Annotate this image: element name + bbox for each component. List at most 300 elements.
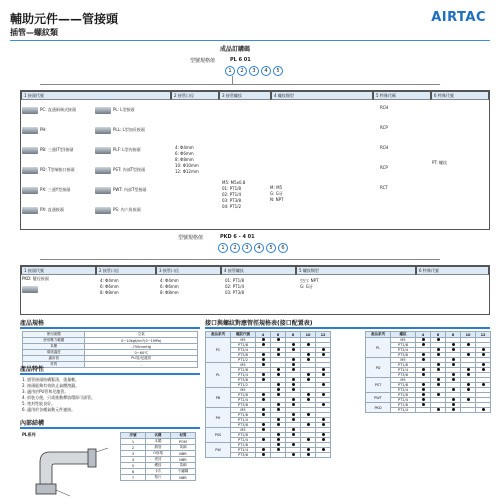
spec-bar xyxy=(20,327,200,329)
thread-cell: PT1/4 xyxy=(231,398,256,403)
available-dot-icon xyxy=(262,373,265,376)
list-item: 10: Φ10mm xyxy=(175,163,199,168)
matrix-header: 產品系列 xyxy=(366,332,391,338)
series-cell: PST xyxy=(366,378,391,393)
compat-cell xyxy=(286,453,301,458)
thread-cell: PT1/4 xyxy=(391,398,416,403)
matrix-header: 10 xyxy=(301,332,316,338)
fitting-image-icon xyxy=(22,107,38,114)
order-code-label: 型號規格值 xyxy=(190,58,216,64)
fitting-image-icon xyxy=(95,207,111,214)
available-dot-icon xyxy=(292,358,295,361)
available-dot-icon xyxy=(292,388,295,391)
available-dot-icon xyxy=(262,448,265,451)
list-item: M5: M5x0.8 xyxy=(222,180,246,185)
available-dot-icon xyxy=(307,393,310,396)
available-dot-icon xyxy=(292,348,295,351)
available-dot-icon xyxy=(467,398,470,401)
fitting-label: PD: T型端接口接頭 xyxy=(40,167,75,172)
spec-cell: 0~10kgf/cm²(0~1MPa) xyxy=(85,338,198,344)
available-dot-icon xyxy=(322,348,325,351)
available-dot-icon xyxy=(322,433,325,436)
parts-cell: NBR xyxy=(171,451,196,457)
tube-size-list-3 xyxy=(160,278,210,296)
order-circle: 6 xyxy=(278,243,288,253)
fittings-list-1 xyxy=(22,100,172,220)
available-dot-icon xyxy=(292,453,295,456)
available-dot-icon xyxy=(422,338,425,341)
thread-cell: PT1/4 xyxy=(391,408,416,413)
available-dot-icon xyxy=(292,368,295,371)
fitting-label: PWT: 內部T型接頭 xyxy=(113,187,147,192)
available-dot-icon xyxy=(262,393,265,396)
thread-cell: M5 xyxy=(231,338,256,343)
parts-grid xyxy=(120,432,196,481)
column-header: 5 特殊代碼 xyxy=(373,91,431,100)
fitting-image-icon xyxy=(22,286,38,293)
list-item: 04: PT1/2 xyxy=(222,204,242,209)
available-dot-icon xyxy=(277,403,280,406)
available-dot-icon xyxy=(277,373,280,376)
matrix-bar xyxy=(205,327,490,329)
available-dot-icon xyxy=(292,428,295,431)
compat-cell xyxy=(416,408,431,413)
thread-list-1 xyxy=(222,180,257,210)
fitting-image-icon xyxy=(95,187,111,194)
available-dot-icon xyxy=(452,403,455,406)
available-dot-icon xyxy=(482,368,485,371)
available-dot-icon xyxy=(437,368,440,371)
order-code-2: PKD 6 - 4 01 xyxy=(220,234,255,240)
thread-cell: PT1/8 xyxy=(231,433,256,438)
spec-cell: 環境溫度 xyxy=(23,350,85,356)
parts-cell: 5 xyxy=(121,463,146,469)
matrix-header: 8 xyxy=(446,332,461,338)
compat-cell xyxy=(476,408,491,413)
matrix-left xyxy=(205,331,331,458)
matrix-header: 螺紋代號 xyxy=(231,332,256,338)
available-dot-icon xyxy=(322,438,325,441)
compat-cell xyxy=(461,408,476,413)
list-item: 4: Φ4mm xyxy=(175,145,194,150)
special-code: RCP xyxy=(380,165,388,170)
available-dot-icon xyxy=(422,368,425,371)
parts-cell: O形環 xyxy=(146,451,171,457)
matrix-header: 6 xyxy=(431,332,446,338)
column-header: 1 接頭代號 xyxy=(21,91,171,100)
parts-cell: 黃銅 xyxy=(171,463,196,469)
list-item: 8: Φ8mm xyxy=(175,157,194,162)
spec-title: 產品規格 xyxy=(20,320,45,327)
series-label: PL系列 xyxy=(22,432,36,437)
elbow-fitting-drawing xyxy=(30,442,110,497)
thread-cell: PT3/8 xyxy=(231,353,256,358)
available-dot-icon xyxy=(422,398,425,401)
spec-cell: 使用流體 xyxy=(23,332,85,338)
special-code: RCT xyxy=(380,185,388,190)
features-list xyxy=(22,377,200,413)
order-circle: 3 xyxy=(242,243,252,253)
available-dot-icon xyxy=(437,378,440,381)
parts-cell: NBR xyxy=(171,475,196,481)
thread-cell: PT1/8 xyxy=(391,383,416,388)
column-header: 6 特殊代號 xyxy=(431,91,489,100)
available-dot-icon xyxy=(292,433,295,436)
available-dot-icon xyxy=(277,423,280,426)
order-circle: 1 xyxy=(225,66,235,76)
available-dot-icon xyxy=(322,403,325,406)
available-dot-icon xyxy=(452,363,455,366)
fitting-row xyxy=(22,200,172,220)
available-dot-icon xyxy=(437,363,440,366)
list-item: 6: Φ6mm xyxy=(175,151,194,156)
available-dot-icon xyxy=(307,413,310,416)
page-title: 輔助元件——管接頭 xyxy=(10,12,119,26)
series-cell: PC xyxy=(206,338,231,363)
thread-cell: M5 xyxy=(231,388,256,393)
thread-cell: M5 xyxy=(391,378,416,383)
tube-size-list-2 xyxy=(100,278,150,296)
list-item: N: NPT xyxy=(270,197,284,202)
compat-cell xyxy=(301,453,316,458)
thread-cell: M5 xyxy=(391,358,416,363)
available-dot-icon xyxy=(322,373,325,376)
parts-header: 序號 xyxy=(121,433,146,439)
thread-type-list-2 xyxy=(300,278,400,290)
fitting-label: PC: 直通兩端式接頭 xyxy=(40,107,76,112)
parts-cell: 本體 xyxy=(146,439,171,445)
spec-table xyxy=(22,331,198,368)
fitting-label: PS: 內六角接頭 xyxy=(113,207,141,212)
list-item: 03: PT3/8 xyxy=(222,198,242,203)
fitting-image-icon xyxy=(22,147,38,154)
available-dot-icon xyxy=(262,408,265,411)
available-dot-icon xyxy=(437,383,440,386)
series-cell: PL xyxy=(206,363,231,388)
series-cell: PWT xyxy=(366,393,391,403)
fitting-image-icon xyxy=(22,207,38,214)
compat-cell xyxy=(271,453,286,458)
feature-item: 4. 拆裝方便，只需推動釋放環即可拔管。 xyxy=(22,395,96,400)
available-dot-icon xyxy=(437,408,440,411)
parts-cell: 螺紋 xyxy=(146,463,171,469)
parts-cell: 墊片 xyxy=(146,475,171,481)
parts-cell: 不鏽鋼 xyxy=(171,469,196,475)
available-dot-icon xyxy=(262,338,265,341)
parts-header: 名稱 xyxy=(146,433,171,439)
available-dot-icon xyxy=(292,383,295,386)
feature-item: 2. 接頭能夠有效防止氣體洩漏。 xyxy=(22,383,80,388)
available-dot-icon xyxy=(307,373,310,376)
special-code: RCH xyxy=(380,145,389,150)
fitting-label: PX: 直通接頭 xyxy=(40,207,64,212)
thread-cell: PT1/8 xyxy=(231,393,256,398)
available-dot-icon xyxy=(307,378,310,381)
available-dot-icon xyxy=(422,373,425,376)
connector-stub xyxy=(232,76,233,84)
matrix-header: 產品系列 xyxy=(206,332,231,338)
thread-cell: PT3/8 xyxy=(391,373,416,378)
available-dot-icon xyxy=(452,378,455,381)
compat-grid xyxy=(205,331,331,458)
feature-item: 6. 適用於各種氣動元件連接。 xyxy=(22,407,76,412)
column-header: 3 接管螺紋 xyxy=(219,91,271,100)
brand-logo: AIRTAC xyxy=(431,10,486,25)
series-cell: PH xyxy=(206,408,231,428)
feature-item: 1. 插管接頭結構緊湊，重量輕。 xyxy=(22,377,80,382)
thread-cell: PT1/4 xyxy=(231,438,256,443)
heading-rule xyxy=(215,52,305,53)
spec-cell: PU管/尼龍管 xyxy=(85,356,198,362)
thread-cell: PT1/8 xyxy=(231,413,256,418)
available-dot-icon xyxy=(277,433,280,436)
fitting-image-icon xyxy=(95,147,111,154)
parts-cell: 密封 xyxy=(146,457,171,463)
available-dot-icon xyxy=(277,348,280,351)
column-header: 4 接管螺紋 xyxy=(221,266,296,275)
available-dot-icon xyxy=(467,368,470,371)
feature-item: 5. 密封性能良好。 xyxy=(22,401,56,406)
available-dot-icon xyxy=(467,343,470,346)
available-dot-icon xyxy=(452,348,455,351)
series-cell: PSS xyxy=(206,428,231,443)
spec-cell: 空氣 xyxy=(85,332,198,338)
list-item: 8: Φ8mm xyxy=(100,290,119,295)
thread-cell: M5 xyxy=(231,408,256,413)
fitting-row xyxy=(22,180,172,200)
fitting-label: PX: 三通Y型接頭 xyxy=(40,187,71,192)
fitting-image-icon xyxy=(22,187,38,194)
special-code-list-1 xyxy=(380,105,400,205)
order-code: PL 6 01 xyxy=(230,57,251,63)
special-code: RCP xyxy=(380,125,388,130)
matrix-header: 4 xyxy=(416,332,431,338)
series-cell: PD xyxy=(366,358,391,378)
column-header: 3 接管口徑 xyxy=(156,266,221,275)
thread-cell: PT3/8 xyxy=(231,423,256,428)
parts-cell: 卡爪 xyxy=(146,469,171,475)
available-dot-icon xyxy=(307,423,310,426)
series-cell: PW xyxy=(206,443,231,458)
thread-list-2 xyxy=(225,278,275,296)
available-dot-icon xyxy=(262,413,265,416)
available-dot-icon xyxy=(292,378,295,381)
list-item: 4: Φ4mm xyxy=(160,278,179,283)
parts-cell: 鎖管 xyxy=(146,445,171,451)
parts-cell: 1 xyxy=(121,439,146,445)
matrix-right xyxy=(365,331,491,413)
order-circle: 5 xyxy=(266,243,276,253)
thread-cell: PT3/8 xyxy=(231,378,256,383)
column-header: 2 接管口徑 xyxy=(171,91,219,100)
thread-cell: PT3/8 xyxy=(231,403,256,408)
order-circle: 4 xyxy=(254,243,264,253)
parts-cell: 4 xyxy=(121,457,146,463)
available-dot-icon xyxy=(292,443,295,446)
list-item: G: G牙 xyxy=(270,191,283,196)
parts-cell: 2 xyxy=(121,445,146,451)
thread-cell: PT1/4 xyxy=(391,388,416,393)
thread-cell: PT1/4 xyxy=(231,448,256,453)
list-item: 4: Φ4mm xyxy=(100,278,119,283)
available-dot-icon xyxy=(262,453,265,456)
matrix-header: 螺紋 xyxy=(391,332,416,338)
thread-cell: PT1/8 xyxy=(231,343,256,348)
series-cell: PB xyxy=(206,388,231,408)
features-bar xyxy=(20,373,200,375)
tube-size-list-1 xyxy=(175,145,215,175)
order-circles-2 xyxy=(218,243,290,253)
compat-cell xyxy=(431,408,446,413)
available-dot-icon xyxy=(322,368,325,371)
fitting-row xyxy=(22,120,172,140)
thread-cell: M5 xyxy=(391,338,416,343)
available-dot-icon xyxy=(307,448,310,451)
order-circle: 2 xyxy=(237,66,247,76)
available-dot-icon xyxy=(322,448,325,451)
fitting-label: PLF: L型內接頭 xyxy=(113,147,141,152)
available-dot-icon xyxy=(292,398,295,401)
available-dot-icon xyxy=(422,358,425,361)
available-dot-icon xyxy=(277,443,280,446)
available-dot-icon xyxy=(467,373,470,376)
connector-line-2 xyxy=(40,259,440,260)
parts-header: 材質 xyxy=(171,433,196,439)
thread-cell: PT3/8 xyxy=(391,353,416,358)
list-item: 02: PT1/4 xyxy=(222,192,242,197)
available-dot-icon xyxy=(292,418,295,421)
list-item: 8: Φ8mm xyxy=(160,290,179,295)
matrix-header: 12 xyxy=(476,332,491,338)
compat-cell xyxy=(316,453,331,458)
available-dot-icon xyxy=(262,428,265,431)
available-dot-icon xyxy=(322,393,325,396)
series-cell: PL xyxy=(366,338,391,358)
available-dot-icon xyxy=(422,353,425,356)
available-dot-icon xyxy=(262,398,265,401)
order-circle: 3 xyxy=(249,66,259,76)
available-dot-icon xyxy=(482,348,485,351)
fitting-image-icon xyxy=(22,127,38,134)
available-dot-icon xyxy=(262,378,265,381)
thread-cell: M5 xyxy=(231,428,256,433)
compat-grid xyxy=(365,331,491,413)
fitting-image-icon xyxy=(95,167,111,174)
available-dot-icon xyxy=(437,353,440,356)
order-circle: 1 xyxy=(218,243,228,253)
fitting-label: PST: 內部T型接頭 xyxy=(113,167,146,172)
thread-cell: PT1/8 xyxy=(391,403,416,408)
available-dot-icon xyxy=(482,383,485,386)
series-cell: PKD xyxy=(366,403,391,413)
available-dot-icon xyxy=(452,398,455,401)
header-rule xyxy=(10,40,490,41)
thread-cell: PT1/8 xyxy=(391,343,416,348)
special-code: RCH xyxy=(380,105,389,110)
available-dot-icon xyxy=(277,338,280,341)
available-dot-icon xyxy=(307,438,310,441)
fitting-label: PH: xyxy=(40,127,47,132)
order-code-label-2: 型號規格值 xyxy=(178,235,204,241)
thread-cell: PT1/4 xyxy=(391,348,416,353)
matrix-header: 6 xyxy=(271,332,286,338)
internal-parts-table xyxy=(120,432,196,481)
available-dot-icon xyxy=(422,393,425,396)
spec-cell: 負壓 xyxy=(23,344,85,350)
thread-cell: PT1/8 xyxy=(391,363,416,368)
available-dot-icon xyxy=(452,388,455,391)
available-dot-icon xyxy=(322,418,325,421)
order-code-heading: 成品訂購碼 xyxy=(220,46,251,53)
parts-cell: 7 xyxy=(121,475,146,481)
thread-cell: PT1/8 xyxy=(391,393,416,398)
fitting-row xyxy=(22,160,172,180)
features-title: 產品特性 xyxy=(20,366,45,373)
page-subtitle: 插管—螺紋類 xyxy=(10,28,58,37)
fitting-row xyxy=(22,140,172,160)
thread-cell: PT1/4 xyxy=(231,373,256,378)
thread-cell: PT1/8 xyxy=(231,443,256,448)
available-dot-icon xyxy=(482,408,485,411)
available-dot-icon xyxy=(467,353,470,356)
compat-cell xyxy=(256,453,271,458)
compat-cell xyxy=(446,408,461,413)
list-item: 01: PT1/8 xyxy=(222,186,242,191)
parts-cell: 黃銅 xyxy=(171,445,196,451)
matrix-header: 8 xyxy=(286,332,301,338)
parts-cell: POM xyxy=(171,439,196,445)
available-dot-icon xyxy=(307,398,310,401)
available-dot-icon xyxy=(277,438,280,441)
order-circles-1 xyxy=(225,66,285,76)
spec-cell: 0~60℃ xyxy=(85,350,198,356)
available-dot-icon xyxy=(262,343,265,346)
spec-cell: 適用管 xyxy=(23,356,85,362)
thread-cell: PT1/2 xyxy=(231,383,256,388)
list-item: 01: PT1/8 xyxy=(225,278,245,283)
available-dot-icon xyxy=(437,348,440,351)
thread-cell: PT1/2 xyxy=(231,358,256,363)
parts-cell: NBR xyxy=(171,457,196,463)
spec-cell: -750mmHg xyxy=(85,344,198,350)
available-dot-icon xyxy=(277,368,280,371)
available-dot-icon xyxy=(452,343,455,346)
available-dot-icon xyxy=(307,353,310,356)
fitting-label: PKD: 變徑接頭 xyxy=(22,276,49,281)
thread-cell: PT3/8 xyxy=(231,453,256,458)
thread-cell: PT1/4 xyxy=(231,418,256,423)
available-dot-icon xyxy=(307,453,310,456)
spec-grid xyxy=(22,331,198,368)
column-header: 6 特殊代號 xyxy=(416,266,489,275)
list-item: M: M5 xyxy=(270,185,283,190)
column-header: 4 螺紋類型 xyxy=(271,91,373,100)
parts-cell: 6 xyxy=(121,469,146,475)
spec-cell: - xyxy=(85,362,198,368)
matrix-header: 10 xyxy=(461,332,476,338)
matrix-title: 接口與螺紋對應管徑規格表(接口配置表) xyxy=(205,320,313,327)
available-dot-icon xyxy=(307,343,310,346)
special-option-1: PT: 螺紋 xyxy=(432,160,448,165)
fitting-row xyxy=(22,276,92,293)
matrix-header: 12 xyxy=(316,332,331,338)
fitting-image-icon xyxy=(22,167,38,174)
available-dot-icon xyxy=(262,438,265,441)
available-dot-icon xyxy=(467,388,470,391)
available-dot-icon xyxy=(452,358,455,361)
internal-title: 內部結構 xyxy=(20,420,45,427)
list-item: 03: PT3/8 xyxy=(225,290,245,295)
